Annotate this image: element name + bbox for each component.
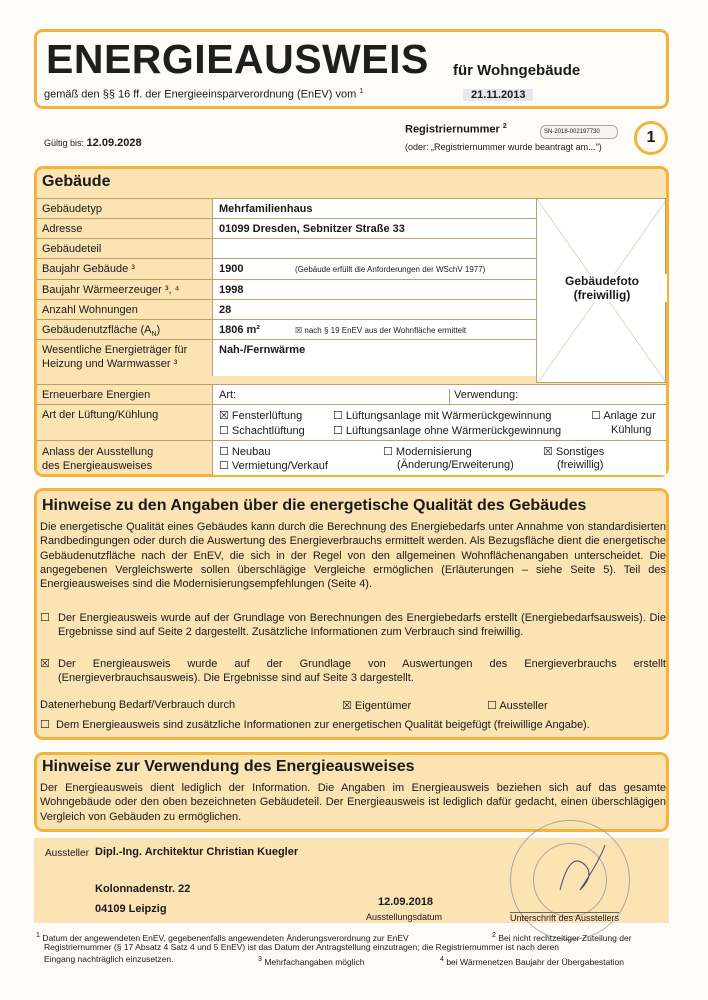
usage-title: Hinweise zur Verwendung des Energieausweises: [42, 758, 415, 775]
building-photo: [536, 198, 666, 383]
checkbox-kuehlung[interactable]: ☐ Anlage zur: [591, 410, 656, 422]
building-row-label: Gebäudetyp: [42, 203, 102, 215]
photo-label: Gebäudefoto: [565, 274, 639, 288]
footnote-1: $^1$ Datum der angewendeten EnEV, gegebenenfalls angewendeten Änderungsverordnung zur EnEV: [36, 931, 409, 943]
building-row: [36, 339, 536, 375]
checkbox-modernisierung[interactable]: ☐ Modernisierung: [383, 446, 472, 458]
checkbox-vermietung[interactable]: ☐ Vermietung/Verkauf: [219, 460, 328, 472]
valid-until: Gültig bis: 12.09.2028: [44, 137, 142, 149]
photo-note: (freiwillig): [573, 288, 631, 302]
regulation-date: 21.11.2013: [463, 89, 533, 101]
registration-label: Registriernummer $^2$: [405, 123, 507, 136]
data-collection-label: Datenerhebung Bedarf/Verbrauch durch: [40, 699, 236, 711]
building-row: [36, 279, 536, 299]
checkbox-aussteller[interactable]: ☐ Aussteller: [487, 700, 548, 712]
building-row: [36, 319, 536, 339]
option-bedarf[interactable]: ☐ Der Energieausweis wurde auf der Grundlage von Berechnungen des Energiebedarfs erstellt (Energiebedarfsausweis). Die Ergebnisse sind auf Seite 2 dargestellt. Zusätzliche Informationen zum Verbrauch sind freiwillig.: [40, 612, 666, 639]
building-row-label: Baujahr Wärmeerzeuger ³, ⁴: [42, 284, 180, 296]
ventilation-row: [36, 404, 666, 440]
issuer-name: Dipl.-Ing. Architektur Christian Kuegler: [95, 846, 299, 858]
occasion-row: [36, 440, 666, 474]
sonstiges-note: (freiwillig): [557, 459, 604, 471]
page-number: 1: [634, 121, 668, 155]
issuer-street: Kolonnadenstr. 22: [95, 883, 191, 895]
building-row-value: 01099 Dresden, Sebnitzer Straße 33: [212, 219, 536, 239]
building-row: [36, 218, 536, 238]
building-row: [36, 299, 536, 319]
kuehlung-label: Kühlung: [611, 424, 652, 436]
checkbox-extra-info[interactable]: ☐ Dem Energieausweis sind zusätzliche Informationen zur energetischen Qualität beigefügt (freiwillige Angabe).: [40, 719, 590, 731]
checkbox-eigentuemer[interactable]: ☒ Eigentümer: [342, 700, 412, 712]
building-row-label: Anzahl Wohnungen: [42, 304, 138, 316]
footnote-3: $^3$ Mehrfachangaben möglich: [258, 955, 365, 967]
registration-note: (oder: „Registriernummer wurde beantragt am..."): [405, 142, 602, 152]
modernisierung-note: (Änderung/Erweiterung): [397, 459, 514, 471]
building-row-value: 1998: [212, 280, 536, 300]
quality-title: Hinweise zu den Angaben über die energetische Qualität des Gebäudes: [42, 497, 587, 514]
footnote-4: $^4$ bei Wärmenetzen Baujahr der Übergabestation: [440, 955, 624, 967]
checkbox-sonstiges[interactable]: ☒ Sonstiges: [543, 446, 605, 458]
renewable-label: Erneuerbare Energien: [42, 389, 151, 401]
checkbox-lueftung-ohne-wrg[interactable]: ☐ Lüftungsanlage ohne Wärmerückgewinnung: [333, 425, 562, 437]
building-row: [36, 198, 536, 218]
option-verbrauch[interactable]: ☒ Der Energieausweis wurde auf der Grundlage von Auswertungen des Energieverbrauchs erstellt (Energieverbrauchsausweis). Die Ergebnisse sind auf Seite 3 dargestellt.: [40, 658, 666, 685]
issue-date: 12.09.2018: [378, 896, 434, 908]
renewable-use: Verwendung:: [449, 389, 518, 408]
building-row-label: Baujahr Gebäude ³: [42, 263, 135, 275]
building-row-label: Gebäudenutzfläche $(A_N)$: [42, 324, 161, 339]
building-row-value: 1806 m² ☒ nach § 19 EnEV aus der Wohnfläche ermittelt: [212, 320, 536, 340]
renewable-type: Art:: [219, 389, 237, 401]
checkbox-fensterlueftung[interactable]: ☒ Fensterlüftung: [219, 410, 303, 422]
building-row-value: 1900 (Gebäude erfüllt die Anforderungen der WSchV 1977): [212, 259, 536, 280]
checkbox-schachtlueftung[interactable]: ☐ Schachtlüftung: [219, 425, 305, 437]
issuer-city: 04109 Leipzig: [95, 903, 167, 915]
document-title: ENERGIEAUSWEIS: [46, 36, 429, 82]
issuer-label: Aussteller: [45, 848, 89, 859]
ventilation-label: Art der Lüftung/Kühlung: [42, 409, 159, 421]
occasion-label: Anlass der Ausstellung des Energieausweises: [42, 446, 154, 472]
footnote-2c: Eingang nachträglich einzusetzen.: [44, 954, 174, 964]
building-row: [36, 238, 536, 258]
building-row-value: 28: [212, 300, 536, 320]
building-row-value: Mehrfamilienhaus: [212, 199, 536, 219]
building-row: [36, 258, 536, 279]
regulation-line: gemäß den §§ 16 ff. der Energieeinsparverordnung (EnEV) vom $^1$: [44, 88, 364, 101]
building-row-value: [212, 239, 536, 259]
signature-label: Unterschrift des Ausstellers: [510, 913, 620, 923]
building-row-label: Adresse: [42, 223, 83, 235]
building-row-note: ☒ nach § 19 EnEV aus der Wohnfläche ermittelt: [295, 326, 467, 335]
usage-paragraph: Der Energieausweis dient lediglich der Information. Die Angaben im Energieausweis beziehen sich auf das gesamte Wohngebäude oder den oben bezeichneten Gebäudeteil. Der Energieausweis ist lediglich dafür gedacht, einen überschlägigen Vergleich von Gebäuden zu ermöglichen.: [40, 782, 666, 823]
registration-number: SN-2018-002197730: [540, 125, 618, 139]
document-subtitle: für Wohngebäude: [453, 62, 581, 79]
checkbox-neubau[interactable]: ☐ Neubau: [219, 446, 271, 458]
building-row-value: Nah-/Fernwärme: [212, 340, 536, 376]
renewable-row: [36, 384, 666, 404]
building-row-label: Wesentliche Energieträger für Heizung und Warmwasser ³: [42, 344, 188, 370]
checkbox-lueftung-mit-wrg[interactable]: ☐ Lüftungsanlage mit Wärmerückgewinnung: [333, 410, 552, 422]
building-row-note: (Gebäude erfüllt die Anforderungen der WSchV 1977): [295, 265, 486, 274]
signature: [550, 840, 610, 900]
issue-date-label: Ausstellungsdatum: [366, 912, 443, 922]
footnote-2: $^2$ Bei nicht rechtzeitiger Zuteilung der: [492, 931, 632, 943]
building-title: Gebäude: [42, 173, 111, 190]
footnote-2b: Registriernummer (§ 17 Absatz 4 Satz 4 und 5 EnEV) ist das Datum der Antragstellung einzutragen; die Registriernummer ist nach deren: [44, 942, 559, 952]
quality-paragraph: Die energetische Qualität eines Gebäudes kann durch die Berechnung des Energiebedarfs unter Annahme von standardisierten Randbedingungen oder durch die Auswertung des Energieverbrauchs ermittelt werden. Als Bezugsfläche dient die energetische Gebäudenutzfläche nach der EnEV, die sich in der Regel von den allgemeinen Wohnflächenangaben unterscheidet. Die angegebenen Vergleichswerte sollen überschlägige Vergleiche ermöglichen (Erläuterungen – siehe Seite 5). Teil des Energieausweises sind die Modernisierungsempfehlungen (Seite 4).: [40, 521, 666, 591]
building-row-label: Gebäudeteil: [42, 243, 102, 255]
